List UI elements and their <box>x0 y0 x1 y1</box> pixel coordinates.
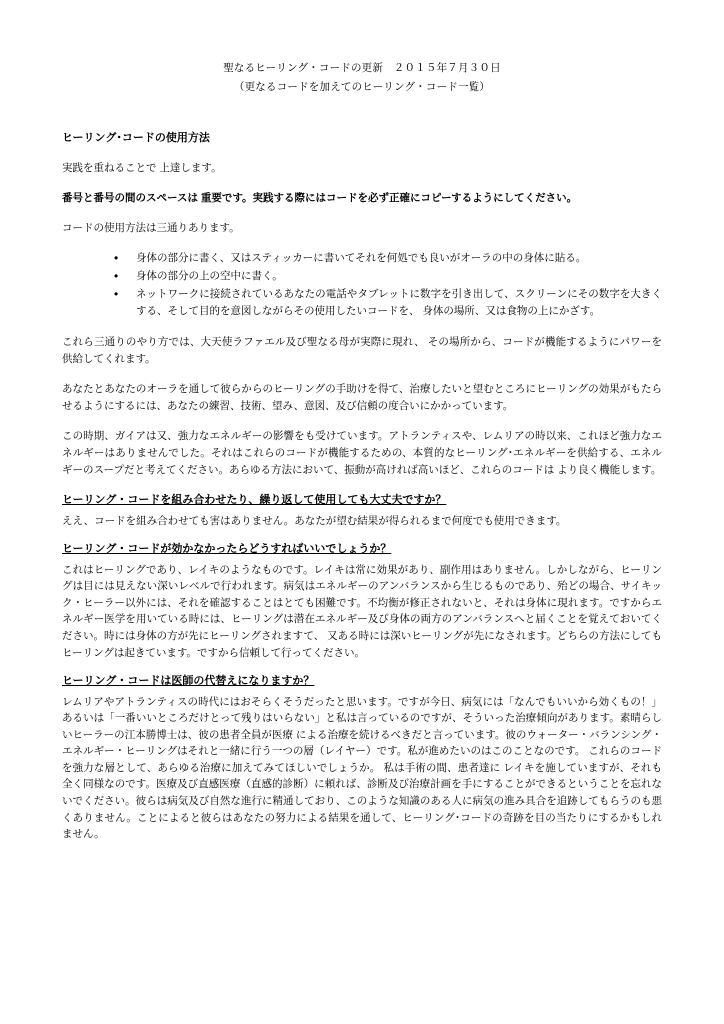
section-heading-usage: ヒーリング･コードの使用方法 <box>62 131 210 144</box>
document-subtitle: （更なるコードを加えてのヒーリング・コード一覧） <box>233 81 491 94</box>
usage-paragraph-1: 実践を重ねることで 上達します。 <box>62 162 222 175</box>
section-heading-not-working: ヒーリング・コードが効かなかったらどうすればいいでしょうか？ <box>62 543 392 556</box>
usage-after-paragraph-2: あなたとあなたのオーラを通して彼らからのヒーリングの手助けを得て、治療したいと望むところにヒーリングの効果がもたらせるようにするには、あなたの練習、技術、望み、意図、及び信頼の度合いにかかっています。 <box>62 383 662 413</box>
usage-paragraph-2 <box>62 190 662 207</box>
combine-paragraph-1: ええ、コードを組み合わせても害はありません。あなたが望む結果が得られるまで何度でも使用できます。 <box>62 514 567 527</box>
usage-paragraph-2-text: 番号と番号の間のスペースは 重要です。実践する際にはコードを必ず正確にコピーするようにしてください。 <box>62 192 578 205</box>
doctor-replacement-paragraph-1: レムリアやアトランティスの時代にはおそらくそうだったと思います。ですが今日、病気には「なんでもいいから効くもの！」あるいは「一番いいところだけとって残りはいらない」と私は言っているのですが、そういった治療傾向があります。素晴らしいヒーラーの江本勝博士は、彼の患者全員が医療 による治療を続けるべきだと言っています。彼のウォーター・バランシング・エネルギー・ヒーリングはそれと一緒に行う一つの層（レイヤー）です。私が進めたいのはこのことなのです。 これらのコードを強力な層として、あらゆる治療に加えてみてほしいでしょうか。 私は手術の間、患者達に レイキを施していますが、それも全く同様なのです。医療及び直感医療（直感的診断）に頼れば、診断及び治療計画を手にすることができるということを忘れないでください。彼らは病気及び自然な進行に精通しており、このような知識のある人に病気の進み具合を追跡してもらうのも悪くありません。ことによると彼らはあなたの努力による結果を通して、ヒーリング･コードの奇跡を目の当たりにするかもしれません。 <box>62 695 662 841</box>
list-item: • 身体の部分の上の空中に書く。 <box>114 268 662 285</box>
section-heading-combine: ヒーリング・コードを組み合わせたり、繰り返して使用しても大丈夫ですか？ <box>62 494 447 507</box>
usage-paragraph-3: コードの使用方法は三通りあります。 <box>62 222 240 235</box>
list-item: • ネットワークに接続されているあなたの電話やタブレットに数字を引き出して、スクリーンにその数字を大きくする、そして目的を意図しながらその使用したいコードを、 身体の場所、又は食物の上にかざす。 <box>114 286 662 320</box>
usage-methods-list <box>62 250 662 320</box>
usage-after-paragraph-3: この時期、ガイアは又、強力なエネルギーの影響をも受けています。アトランティスや、レムリアの時以来、これほど強力なエネルギーはありませんでした。それはこれらのコードが機能するための、本質的なヒーリング･エネルギーを供給する、エネルギーのスープだと考えてください。あらゆる方法において、振動が高ければ高いほど、これらのコードは より良く機能します。 <box>62 430 662 477</box>
section-heading-doctor-replacement: ヒーリング・コードは医師の代替えになりますか？ <box>62 675 315 688</box>
usage-after-paragraph-1: これら三通りのやり方では、大天使ラファエル及び聖なる母が実際に現れ、 その場所から、コードが機能するようにパワーを供給してくれます。 <box>62 336 662 366</box>
document-title: 聖なるヒーリング・コードの更新 ２０１５年７月３０日 <box>223 62 501 74</box>
not-working-paragraph-1: これはヒーリングであり、レイキのようなものです。レイキは常に効果があり、副作用はありません。しかしながら、ヒーリングは目には見えない深いレベルで行われます。病気はエネルギーのアンバランスから生じるものであり、殆どの場合、サイキック・ヒーラー以外には、それを確認することはとても困難です。不均衡が修正されないと、それは身体に現れます。ですからエネルギー医学を用いている時には、ヒーリングは潜在エネルギー及び身体の両方のアンバランスへと届くことを覚えておいてください。時には身体の方が先にヒーリングされますて、 又ある時には深いヒーリングが先になされます。どちらの方法にしてもヒーリングは起きています。ですから信頼して行ってください。 <box>62 563 662 659</box>
list-item: • 身体の部分に書く、又はスティッカーに書いてそれを何処でも良いがオーラの中の身体に貼る。 <box>114 250 662 267</box>
